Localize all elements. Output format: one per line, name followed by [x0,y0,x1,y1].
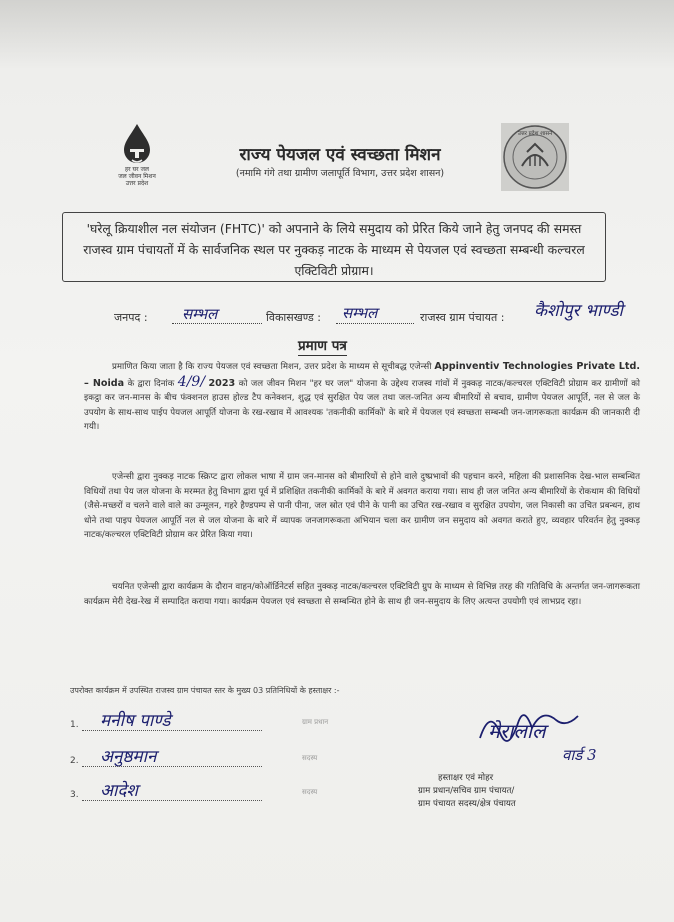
rep-3-role: सदस्य [302,788,318,796]
rep-1-number: 1. [70,720,79,730]
rep-3-line [82,800,262,801]
agency-name: Appinventiv Technologies Private Ltd. – Noida [84,361,641,389]
panchayat-label: राजस्व ग्राम पंचायत : [420,311,505,324]
logo-caption-3: उत्तर प्रदेश [125,180,149,187]
sign-and-seal-label: हस्ताक्षर एवं मोहर [438,773,494,783]
district-underline [172,323,262,324]
programme-banner: 'घरेलू क्रियाशील नल संयोजन (FHTC)' को अपनाने के लिये समुदाय को प्रेरित किये जाने हेतु जनपद की समस्त राजस्व ग्राम पंचायतों में के सार्वजनिक स्थल पर नुक्कड़ नाटक के माध्यम से पेयजल एवं स्वच्छता सम्बन्धी कल्चरल एक्टिविटी प्रोग्राम। [62,212,606,282]
paragraph-3: चयनित एजेन्सी द्वारा कार्यक्रम के दौरान वाहन/कोऑर्डिनेटर्स सहित नुक्कड़ नाटक/कल्चरल एक्टिविटी ग्रुप के माध्यम से विभिन्न तरह की गतिविधि के अन्तर्गत जन-जागरूकता कार्यक्रम मेरी देख-रेख में सम्पादित कराया गया। कार्यक्रम पेयजल एवं स्वच्छता से सम्बन्धित होने के साथ ही जन-समुदाय के लिए अत्यन्त उपयोगी एवं लाभप्रद रहा। [84,582,640,607]
page-shadow [0,0,674,70]
block-label: विकासखण्ड : [266,311,322,324]
seal-text: उत्तर प्रदेश शासन [517,131,553,137]
district-label: जनपद : [114,311,148,324]
paragraph-1 [84,360,640,435]
representative-3 [70,778,370,804]
signer-name: मेरालाल [488,719,546,743]
representative-2 [70,744,370,770]
paragraph-2: एजेन्सी द्वारा नुक्कड़ नाटक स्क्रिप्ट द्वारा लोकल भाषा में ग्राम जन-मानस को बीमारियों से होने वाले दुष्प्रभावों की पहचान करने, महिला की प्रशासनिक देख-भाल सम्बन्धित विधियों तथा पेय जल योजना के मरम्मत हेतु विभाग द्वारा पूर्व में प्रशिक्षित तकनीकी कार्मिकों के बारे में अवगत कराया गया। साथ ही जल जनित अन्य बीमारियों के रोकथाम की विधियों (जैसे-मच्छरों व चलने वाले वाले का उन्मूलन, गहरे हैण्डपम्प से पानी पीना, जल स्रोत एवं पीने के पानी का उचित रख-रखाव व सुरक्षित उपयोग, जल निकासी का उचित प्रबन्धन, हाथ धोने तथा पाइप पेयजल आपूर्ति नल से जल योजना के बारे में व्यापक जनजागरूकता अभियान चला कर ग्रामीण जन समुदाय को अवगत कराते हुए, व्यवहार परिवर्तन हेतु नुक्कड़ नाटक/कल्चरल एक्टिविटी प्रोग्राम कर प्रेरित किया गया। [84,472,640,541]
rep-1-role: ग्राम प्रधान [302,718,329,726]
panchayat-value: कैशोपुर भाण्डी [534,301,623,321]
signatory-block [418,772,608,811]
rep-3-signature: आदेश [100,781,138,801]
rep-2-signature: अनुष्ठमान [100,747,157,767]
state-emblem-icon [500,122,570,192]
rep-2-role: सदस्य [302,754,318,762]
mission-subtitle: (नमामि गंगे तथा ग्रामीण जलापूर्ति विभाग, उत्तर प्रदेश शासन) [235,168,445,179]
block-underline [336,323,414,324]
representatives-intro: उपरोक्त कार्यक्रम में उपस्थित राजस्व ग्राम पंचायत स्तर के मुख्य 03 प्रतिनिधियों के हस्ताक्षर :- [70,686,340,695]
rep-2-number: 2. [70,756,79,766]
para1-part3: को जल जीवन मिशन "हर घर जल" योजना के उद्देश्य राजस्व गांवों में नुक्कड़ नाटक/कल्चरल एक्टिविटी प्रोग्राम कर ग्रामीणों को इकट्ठा कर जन-मानस के बीच फंक्शनल हाउस होल्ड टैप कनेक्शन, शुद्ध एवं सुरक्षित पेय जल तथा जल-जनित अन्य बीमारियों से बचाव, ग्रामीण पेयजल आपूर्ति, नल से जल के उपयोग के साथ-साथ पाईप पेयजल आपूर्ति योजना के रख-रखाव में आवश्यक 'तकनीकी कार्मिकों' के बारे में पेयजल एवं स्वच्छता सम्बन्धी जन-जागरूकता कार्यक्रम की जानकारी दी गयी। [84,378,641,433]
signatory-role-2: ग्राम पंचायत सदस्य/क्षेत्र पंचायत [418,799,516,809]
programme-year: 2023 [208,377,236,389]
para1-part2: के द्वारा दिनांक [127,378,175,389]
district-value: सम्भल [182,305,218,323]
representative-1 [70,708,370,734]
programme-date: 4/9/ [177,373,206,390]
official-signature [470,698,630,768]
para1-part1: प्रमाणित किया जाता है कि राज्य पेयजल एवं स्वच्छता मिशन, उत्तर प्रदेश के माध्यम से सूचीबद्ध एजेन्सी [112,362,432,372]
rep-1-line [82,730,262,731]
certificate-title: प्रमाण पत्र [298,338,347,354]
logo-caption-2: जल जीवन मिशन [118,173,156,180]
logo-caption-1: हर घर जल [125,166,149,173]
block-value: सम्भल [342,304,378,322]
signer-ward: वार्ड 3 [562,746,597,764]
rep-2-line [82,766,262,767]
rep-1-signature: मनीष पाण्डे [100,711,171,731]
rep-3-number: 3. [70,790,79,800]
mission-title: राज्य पेयजल एवं स्वच्छता मिशन [239,145,441,165]
location-fields [90,301,650,328]
up-government-seal [500,122,570,192]
signatory-role-1: ग्राम प्रधान/सचिव ग्राम पंचायत/ [418,786,515,796]
